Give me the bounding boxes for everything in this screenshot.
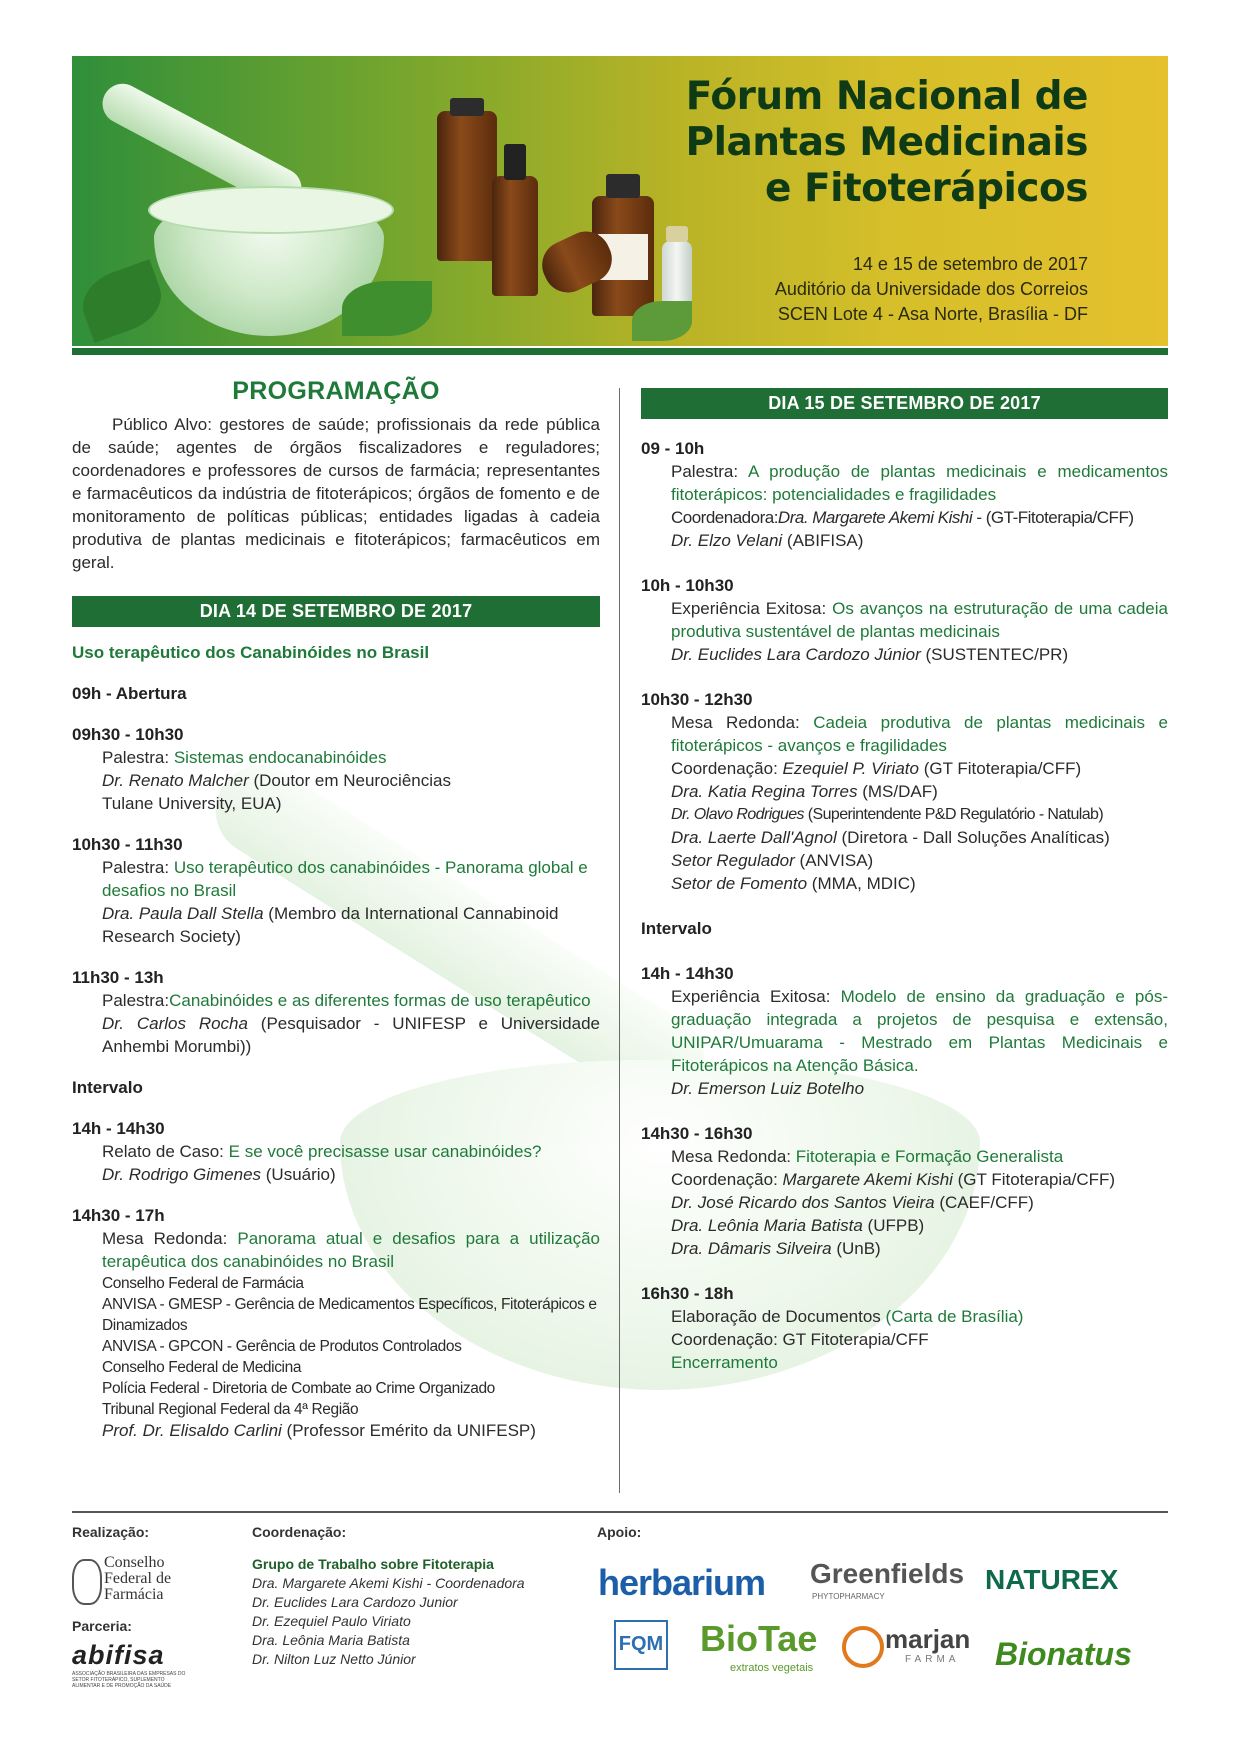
speaker-name: Dra. Paula Dall Stella — [102, 904, 264, 923]
cff-logo — [72, 1555, 192, 1607]
session-title: Uso terapêutico dos canabinóides - Panorama global e desafios no Brasil — [102, 858, 588, 900]
session-block — [72, 1204, 600, 1441]
speaker-detail: (SUSTENTEC/PR) — [920, 645, 1069, 664]
session-time: 14h30 - 16h30 — [641, 1124, 753, 1143]
session-kind: Palestra: — [102, 991, 170, 1010]
session-block — [72, 833, 600, 948]
coord-label: Coordenação: — [671, 1170, 778, 1189]
day-one-column — [72, 377, 601, 1441]
session-block — [641, 437, 1168, 552]
session-time: 14h30 - 17h — [72, 1206, 165, 1225]
gt-member: Dr. Euclides Lara Cardozo Junior — [252, 1594, 458, 1610]
gt-member: Dra. Margarete Akemi Kishi - Coordenadora — [252, 1575, 525, 1591]
title-line: Plantas Medicinais — [685, 120, 1088, 165]
coordination-block — [252, 1555, 525, 1669]
speaker-detail: Tulane University, EUA) — [102, 794, 282, 813]
day-two-column — [641, 388, 1168, 1374]
session-time: 10h - 10h30 — [641, 576, 734, 595]
biotae-subtitle: extratos vegetais — [730, 1662, 814, 1674]
vial-cap — [666, 226, 688, 242]
event-venue: Auditório da Universidade dos Correios — [774, 279, 1088, 299]
footer-rule — [72, 1511, 1168, 1513]
session-kind: Mesa Redonda: — [102, 1229, 228, 1248]
coord-name: Ezequiel P. Viriato — [782, 759, 919, 778]
speaker-name: Dr. Elzo Velani — [671, 531, 783, 550]
session-kind: Experiência Exitosa: — [671, 599, 827, 618]
gt-member: Dr. Nilton Luz Netto Júnior — [252, 1651, 416, 1667]
target-audience — [72, 413, 600, 574]
speaker-detail: (CAEF/CFF) — [934, 1193, 1034, 1212]
interval-label: Intervalo — [72, 1078, 143, 1097]
session-title: (Carta de Brasília) — [885, 1307, 1024, 1326]
session-block — [641, 1122, 1168, 1260]
panel-member: Conselho Federal de Farmácia — [102, 1275, 304, 1292]
day-theme: Uso terapêutico dos Canabinóides no Brasil — [72, 643, 430, 662]
marjan-logo: marjan — [885, 1624, 971, 1654]
bottle-cap — [606, 174, 640, 198]
speaker-name: Dra. Katia Regina Torres — [671, 782, 858, 801]
event-info — [775, 252, 1088, 327]
cff-logo-line: Conselho — [104, 1554, 165, 1571]
title-line: e Fitoterápicos — [764, 166, 1088, 211]
interval-label: Intervalo — [641, 919, 712, 938]
title-line: Fórum Nacional de — [685, 74, 1088, 119]
speaker-detail: (Membro da International Cannabinoid Research Society) — [102, 904, 559, 946]
audience-text: gestores de saúde; profissionais da rede pública de saúde; agentes de órgãos fiscalizadores e reguladores; coordenadores e professores de cursos de farmácia; representantes e farmacêuticos da indústria de fitoterápicos; órgãos de fomento e de monitoramento de políticas públicas; entidades ligadas à cadeia produtiva de plantas medicinais e fitoterápicos; farmacêuticos em geral. — [72, 415, 600, 572]
header-banner — [72, 56, 1168, 346]
cff-logo-line: Federal de — [104, 1570, 172, 1587]
speaker-name: Dra. Laerte Dall'Agnol — [671, 828, 837, 847]
realizacao-label: Realização: — [72, 1524, 150, 1540]
coord-detail: (GT Fitoterapia/CFF) — [952, 1170, 1116, 1189]
herb-leaves — [74, 259, 170, 343]
session-time: 14h - 14h30 — [72, 1119, 165, 1138]
panel-member: ANVISA - GMESP - Gerência de Medicamentos Específicos, Fitoterápicos e Dinamizados — [102, 1296, 597, 1334]
panel-member: Conselho Federal de Medicina — [102, 1359, 302, 1376]
speaker-detail: (Pesquisador - UNIFESP e Universidade Anhembi Morumbi)) — [102, 1014, 600, 1056]
session-title: Sistemas endocanabinóides — [173, 748, 387, 767]
session-kind: Mesa Redonda: — [671, 713, 800, 732]
session-title: Os avanços na estruturação de uma cadeia produtiva sustentável de plantas medicinais — [671, 599, 1168, 641]
session-block — [641, 574, 1168, 666]
gt-member: Dr. Ezequiel Paulo Viriato — [252, 1613, 411, 1629]
coord-label: Coordenação: — [671, 759, 778, 778]
forum-title — [686, 74, 1088, 212]
session-time: 11h30 - 13h — [72, 968, 164, 987]
session-title: Panorama atual e desafios para a utilização terapêutica dos canabinóides no Brasil — [102, 1229, 601, 1271]
banner-rule — [72, 348, 1168, 355]
coord-detail: - (GT-Fitoterapia/CFF) — [972, 508, 1134, 527]
naturex-logo: NATUREX — [985, 1564, 1119, 1595]
dropper-cap — [504, 144, 526, 180]
speaker-detail: (Diretora - Dall Soluções Analíticas) — [836, 828, 1110, 847]
speaker-name: Dr. Rodrigo Gimenes — [102, 1165, 262, 1184]
apoio-label: Apoio: — [597, 1524, 642, 1540]
coord-name: Margarete Akemi Kishi — [782, 1170, 953, 1189]
session-block — [72, 723, 600, 815]
herbarium-logo: herbarium — [598, 1562, 766, 1603]
speaker-name: Dr. Emerson Luiz Botelho — [671, 1079, 865, 1098]
session-title: Fitoterapia e Formação Generalista — [795, 1147, 1064, 1166]
panel-member: Polícia Federal - Diretoria de Combate ao Crime Organizado — [102, 1380, 495, 1397]
coordenacao-label: Coordenação: — [252, 1524, 347, 1540]
session-time: 09h30 - 10h30 — [72, 725, 184, 744]
session-time: 16h30 - 18h — [641, 1284, 734, 1303]
gt-member: Dra. Leônia Maria Batista — [252, 1632, 410, 1648]
column-divider — [619, 388, 620, 1493]
coord-name: Dra. Margarete Akemi Kishi — [777, 508, 973, 527]
session-kind: Mesa Redonda: — [671, 1147, 792, 1166]
speaker-detail: (ABIFISA) — [782, 531, 864, 550]
session-block — [641, 962, 1168, 1100]
session-kind: Experiência Exitosa: — [671, 987, 831, 1006]
cff-logo-line: Farmácia — [104, 1586, 164, 1603]
dropper-bottle — [492, 176, 538, 296]
speaker-detail: (ANVISA) — [794, 851, 874, 870]
herb-leaves — [342, 281, 432, 336]
session-title: E se você precisasse usar canabinóides? — [228, 1142, 542, 1161]
session-kind: Elaboração de Documentos — [671, 1307, 881, 1326]
coord-label: Coordenação: — [671, 1330, 778, 1349]
closing-label: Encerramento — [671, 1353, 778, 1372]
session-title: Modelo de ensino da graduação e pós-graduação integrada a projetos de pesquisa e extensão, UNIPAR/Umuarama - Mestrado em Plantas Medicinais e Fitoterápicos na Atenção Básica. — [671, 987, 1168, 1075]
speaker-name: Setor de Fomento — [671, 874, 808, 893]
speaker-detail: (Usuário) — [261, 1165, 336, 1184]
session-title: Cadeia produtiva de plantas medicinais e fitoterápicos - avanços e fragilidades — [671, 713, 1168, 755]
parceria-label: Parceria: — [72, 1618, 132, 1634]
coord-detail: GT Fitoterapia/CFF — [777, 1330, 929, 1349]
day-15-header: DIA 15 DE SETEMBRO DE 2017 — [641, 388, 1168, 419]
audience-label: Público Alvo: — [112, 415, 212, 434]
panel-member: Tribunal Regional Federal da 4ª Região — [102, 1401, 359, 1418]
event-address: SCEN Lote 4 - Asa Norte, Brasília - DF — [777, 304, 1088, 324]
session-time: 14h - 14h30 — [641, 964, 734, 983]
opening-time: 09h - Abertura — [72, 684, 187, 703]
marjan-subtitle: FARMA — [905, 1654, 960, 1665]
fqm-logo: FQM — [614, 1620, 668, 1670]
biotae-logo: BioTae — [700, 1618, 818, 1659]
session-kind: Palestra: — [671, 462, 739, 481]
session-block — [72, 966, 600, 1058]
bottle-illustration — [437, 111, 497, 261]
speaker-name: Prof. Dr. Elisaldo Carlini — [102, 1421, 282, 1440]
marjan-swirl-icon — [842, 1626, 884, 1668]
session-block — [641, 1282, 1168, 1374]
session-time: 09 - 10h — [641, 439, 705, 458]
panel-member: ANVISA - GPCON - Gerência de Produtos Controlados — [102, 1338, 462, 1355]
cff-seal-icon — [72, 1559, 102, 1605]
mortar-rim — [148, 186, 394, 234]
abifisa-logo — [72, 1640, 186, 1690]
speaker-name: Dra. Leônia Maria Batista — [671, 1216, 863, 1235]
session-block — [641, 688, 1168, 895]
bionatus-logo: Bionatus — [995, 1636, 1132, 1672]
herb-leaves — [632, 301, 692, 341]
session-kind: Palestra: — [102, 748, 170, 767]
speaker-detail: (MS/DAF) — [857, 782, 938, 801]
abifisa-subtitle: ASSOCIAÇÃO BRASILEIRA DAS EMPRESAS DO SETOR FITOTERÁPICO, SUPLEMENTO ALIMENTAR E DE PROMOÇÃO DA SAÚDE — [72, 1671, 186, 1689]
program-heading: PROGRAMAÇÃO — [232, 377, 440, 405]
session-kind: Palestra: — [102, 858, 170, 877]
speaker-detail: (Professor Emérito da UNIFESP) — [281, 1421, 536, 1440]
speaker-name: Dr. Olavo Rodrigues — [671, 806, 804, 823]
day-14-header: DIA 14 DE SETEMBRO DE 2017 — [72, 596, 600, 627]
speaker-detail: (UFPB) — [862, 1216, 925, 1235]
speaker-detail: (MMA, MDIC) — [807, 874, 916, 893]
speaker-detail: (Superintendente P&D Regulatório - Natulab) — [803, 806, 1104, 823]
session-time: 10h30 - 11h30 — [72, 835, 183, 854]
greenfields-logo: Greenfields — [810, 1558, 965, 1589]
abifisa-wordmark: abifisa — [72, 1640, 165, 1670]
session-kind: Relato de Caso: — [102, 1142, 224, 1161]
speaker-name: Dra. Dâmaris Silveira — [671, 1239, 832, 1258]
speaker-name: Dr. José Ricardo dos Santos Vieira — [671, 1193, 935, 1212]
session-title: A produção de plantas medicinais e medicamentos fitoterápicos: potencialidades e fragilidades — [671, 462, 1168, 504]
event-date: 14 e 15 de setembro de 2017 — [852, 254, 1088, 274]
session-block — [72, 1117, 600, 1186]
coord-label: Coordenadora: — [671, 508, 778, 527]
speaker-name: Dr. Renato Malcher — [102, 771, 249, 790]
greenfields-subtitle: PHYTOPHARMACY — [812, 1592, 885, 1601]
speaker-name: Dr. Carlos Rocha — [102, 1014, 248, 1033]
session-title: Canabinóides e as diferentes formas de uso terapêutico — [169, 991, 591, 1010]
speaker-detail: (Doutor em Neurociências — [248, 771, 451, 790]
coord-detail: (GT Fitoterapia/CFF) — [918, 759, 1082, 778]
speaker-name: Setor Regulador — [671, 851, 795, 870]
speaker-name: Dr. Euclides Lara Cardozo Júnior — [671, 645, 921, 664]
bottle-cap — [450, 98, 484, 116]
speaker-detail: (UnB) — [831, 1239, 881, 1258]
session-time: 10h30 - 12h30 — [641, 690, 753, 709]
gt-title: Grupo de Trabalho sobre Fitoterapia — [252, 1556, 494, 1572]
